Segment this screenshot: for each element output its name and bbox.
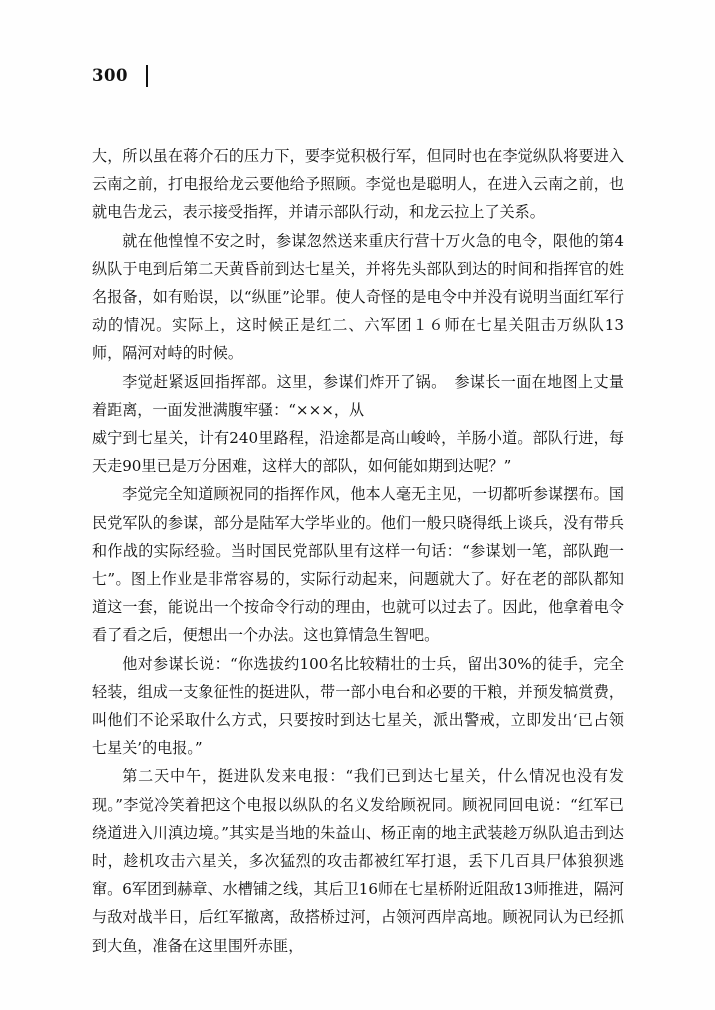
paragraph: 李觉赶紧返回指挥部。这里，参谋们炸开了锅。 参谋长一面在地图上丈量着距离，一面发泄满腹牢骚：“×××，从 <box>92 372 624 419</box>
paragraph: 就在他惶惶不安之时，参谋忽然送来重庆行营十万火急的电令，限他的第4纵队于电到后第二天黄昏前到达七星关，并将先头部队到达的时间和指挥官的姓名报备，如有贻误，以“纵匪”论罪。使人奇怪的是电令中并没有说明当面红军行动的情况。实际上，这时候正是红二、六军团１６师在七星关阻击万纵队13师，隔河对峙的时候。 <box>92 231 624 363</box>
paragraph: 威宁到七星关，计有240里路程，沿途都是高山峻岭，羊肠小道。部队行进，每天走90里已是万分困难，这样大的部队，如何能如期到达呢？” <box>92 429 624 476</box>
page-number: 300 <box>92 65 128 85</box>
header-rule-divider <box>146 65 148 87</box>
paragraph: 他对参谋长说：“你选拔约100名比较精壮的士兵，留出30%的徒手，完全轻装，组成一支象征性的挺进队，带一部小电台和必要的干粮，并预发犒赏费，叫他们不论采取什么方式，只要按时到达七星关，派出警戒，立即发出‘已占领七星关’的电报。” <box>92 654 624 758</box>
page-header <box>92 62 148 90</box>
paragraph: 大，所以虽在蒋介石的压力下，要李觉积极行军，但同时也在李觉纵队将要进入云南之前，打电报给龙云要他给予照顾。李觉也是聪明人，在进入云南之前，也就电告龙云，表示接受指挥，并请示部队行动，和龙云拉上了关系。 <box>92 147 624 222</box>
paragraph: 李觉完全知道顾祝同的指挥作风，他本人毫无主见，一切都听参谋摆布。国民党军队的参谋，部分是陆军大学毕业的。他们一般只晓得纸上谈兵，没有带兵和作战的实际经验。当时国民党部队里有这样一句话：“参谋划一笔，部队跑一七”。图上作业是非常容易的，实际行动起来，问题就大了。好在老的部队都知道这一套，能说出一个按命令行动的理由，也就可以过去了。因此，他拿着电令看了看之后，便想出一个办法。这也算情急生智吧。 <box>92 485 624 645</box>
body-text-block <box>92 142 624 960</box>
paragraph: 第二天中午，挺进队发来电报：“我们已到达七星关，什么情况也没有发现。”李觉冷笑着把这个电报以纵队的名义发给顾祝同。顾祝同回电说：“红军已绕道进入川滇边境。”其实是当地的朱益山、杨正南的地主武装趁万纵队追击到达时，趁机攻击六星关，多次猛烈的攻击都被红军打退，丢下几百具尸体狼狈逃窜。6军团到赫章、水槽铺之线，其后卫16师在七星桥附近阻敌13师推进，隔河与敌对战半日，后红军撤离，敌搭桥过河，占领河西岸高地。顾祝同认为已经抓到大鱼，准备在这里围歼赤匪， <box>92 767 624 955</box>
